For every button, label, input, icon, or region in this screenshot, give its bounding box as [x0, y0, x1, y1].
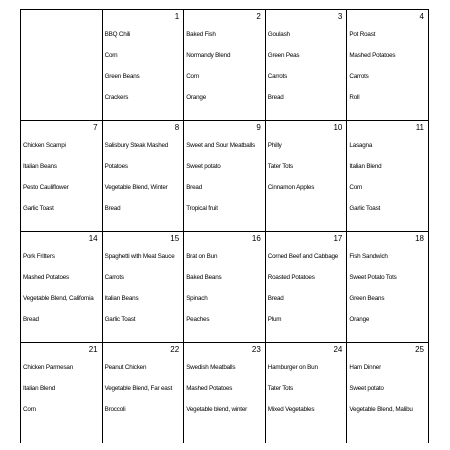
menu-item: Roll: [349, 94, 360, 101]
day-number: 1: [174, 12, 180, 21]
day-cell: [184, 343, 266, 444]
day-number: 10: [333, 123, 343, 132]
menu-item: Italian Beans: [104, 295, 139, 302]
menu-item: Green Beans: [349, 295, 385, 302]
menu-items: [266, 364, 347, 414]
menu-item: Vegetable Blend, California: [23, 295, 94, 302]
week-row: [21, 10, 429, 121]
day-cell-content: [347, 343, 428, 443]
day-cell-content: [347, 10, 428, 120]
menu-item: Plum: [267, 316, 282, 323]
menu-item: Sweet Potato Tots: [349, 274, 397, 281]
menu-item: Orange: [186, 94, 206, 101]
menu-item: Italian Beans: [23, 163, 57, 170]
menu-item: Ham Dinner: [349, 364, 381, 371]
menu-items: [103, 31, 184, 102]
menu-item: Brat on Bun: [186, 253, 218, 260]
menu-item: Mixed Vegetables: [267, 406, 315, 413]
menu-item: Chicken Scampi: [23, 142, 66, 149]
menu-item: Swedish Meatballs: [186, 364, 236, 371]
day-number: 23: [251, 345, 261, 354]
day-cell: [102, 121, 184, 232]
day-number: 4: [419, 12, 424, 21]
day-cell-content: [184, 121, 265, 231]
menu-items: [103, 142, 184, 213]
day-cell-content: [184, 343, 265, 443]
day-cell: [21, 343, 103, 444]
menu-item: Garlic Toast: [349, 205, 381, 212]
menu-item: Garlic Toast: [23, 205, 54, 212]
menu-item: Green Beans: [104, 73, 140, 80]
day-cell-content: [266, 121, 347, 231]
day-cell-content: [21, 10, 102, 120]
day-number: 7: [93, 123, 98, 132]
day-number: 9: [256, 123, 261, 132]
menu-item: Corn: [186, 73, 200, 80]
day-number: 25: [415, 345, 424, 354]
menu-item: Chicken Parmesan: [23, 364, 73, 371]
menu-item: Lasagna: [349, 142, 373, 149]
day-number: 16: [251, 234, 261, 243]
day-cell: [184, 121, 266, 232]
day-cell: [184, 232, 266, 343]
menu-items: [21, 364, 102, 414]
day-number: 3: [337, 12, 343, 21]
day-cell: [265, 343, 347, 444]
day-number: 18: [415, 234, 424, 243]
menu-item: Mashed Potatoes: [349, 52, 396, 59]
day-cell: [265, 10, 347, 121]
menu-item: Sweet potato: [186, 163, 221, 170]
day-number: 15: [170, 234, 180, 243]
menu-item: Garlic Toast: [104, 316, 136, 323]
day-cell-content: [266, 10, 347, 120]
menu-item: Baked Beans: [186, 274, 222, 281]
menu-item: Pesto Cauliflower: [23, 184, 69, 191]
menu-item: Cinnamon Apples: [267, 184, 315, 191]
menu-item: Tater Tots: [267, 163, 293, 170]
day-number: 14: [88, 234, 98, 243]
menu-item: Italian Blend: [23, 385, 56, 392]
menu-item: Mashed Potatoes: [186, 385, 233, 392]
menu-item: Bread: [104, 205, 121, 212]
day-cell: [102, 10, 184, 121]
menu-item: Bread: [23, 316, 39, 323]
day-number: 24: [333, 345, 343, 354]
day-cell-content: [266, 232, 347, 342]
menu-item: Pot Roast: [349, 31, 376, 38]
menu-item: BBQ Chili: [104, 31, 131, 38]
menu-item: [268, 205, 347, 213]
day-cell: [21, 232, 103, 343]
menu-items: [347, 364, 428, 414]
day-cell: [21, 121, 103, 232]
menu-item: Bread: [186, 184, 202, 191]
day-cell: [102, 232, 184, 343]
menu-item: Broccoli: [104, 406, 126, 413]
menu-items: [266, 253, 347, 324]
day-cell-content: [347, 121, 428, 231]
menu-item: Corn: [349, 184, 363, 191]
menu-items: [347, 253, 428, 324]
menu-item: Corn: [104, 52, 118, 59]
day-number: 8: [174, 123, 180, 132]
day-number: 21: [88, 345, 98, 354]
menu-items: [21, 142, 102, 213]
menu-item: Carrots: [349, 73, 369, 80]
menu-item: Pork Fritters: [23, 253, 55, 260]
menu-item: Bread: [267, 94, 284, 101]
day-cell: [347, 343, 429, 444]
day-cell: [102, 343, 184, 444]
day-cell-content: [103, 343, 184, 443]
menu-items: [21, 253, 102, 324]
menu-item: Peanut Chicken: [104, 364, 147, 371]
menu-item: Bread: [267, 295, 284, 302]
day-cell-content: [103, 10, 184, 120]
day-cell-content: [103, 232, 184, 342]
menu-item: Orange: [349, 316, 370, 323]
menu-item: Vegetable Blend, Far east: [104, 385, 173, 392]
day-cell: [265, 121, 347, 232]
day-cell-content: [266, 343, 347, 443]
menu-item: Carrots: [267, 73, 288, 80]
day-cell-content: [21, 343, 102, 443]
day-number: 17: [333, 234, 343, 243]
day-number: 2: [256, 12, 261, 21]
week-row: [21, 121, 429, 232]
menu-item: Sweet and Sour Meatballs: [186, 142, 255, 149]
menu-item: Green Peas: [267, 52, 300, 59]
menu-item: Crackers: [104, 94, 129, 101]
menu-item: Salisbury Steak Mashed: [104, 142, 169, 149]
menu-items: [347, 31, 428, 102]
menu-item: Philly: [267, 142, 282, 149]
day-cell-content: [184, 232, 265, 342]
day-cell: [347, 121, 429, 232]
menu-items: [103, 364, 184, 414]
menu-item: Roasted Potatoes: [267, 274, 315, 281]
menu-items: [184, 364, 265, 414]
menu-item: Tater Tots: [267, 385, 293, 392]
menu-item: Vegetable Blend, Winter: [104, 184, 168, 191]
menu-item: Mashed Potatoes: [23, 274, 70, 281]
day-number: 22: [170, 345, 180, 354]
menu-calendar: [20, 9, 429, 443]
menu-item: Peaches: [186, 316, 210, 323]
menu-item: Vegetable Blend, Malibu: [349, 406, 413, 413]
menu-item: Normandy Blend: [186, 52, 231, 59]
menu-item: Corned Beef and Cabbage: [267, 253, 339, 260]
day-cell: [347, 232, 429, 343]
menu-item: Fish Sandwich: [349, 253, 388, 260]
menu-items: [266, 142, 347, 213]
day-cell: [265, 232, 347, 343]
menu-item: Goulash: [267, 31, 290, 38]
menu-items: [184, 31, 265, 102]
week-row: [21, 343, 429, 444]
menu-items: [184, 142, 265, 213]
menu-item: Hamburger on Bun: [267, 364, 318, 371]
menu-items: [184, 253, 265, 324]
day-cell: [184, 10, 266, 121]
menu-item: Tropical fruit: [186, 205, 218, 212]
day-cell-content: [21, 232, 102, 342]
menu-item: Italian Blend: [349, 163, 382, 170]
menu-item: Corn: [23, 406, 36, 413]
menu-item: Vegetable blend, winter: [186, 406, 248, 413]
day-number: [21, 10, 102, 12]
menu-item: Spaghetti with Meat Sauce: [104, 253, 175, 260]
calendar-body: [21, 10, 429, 444]
menu-item: Potatoes: [104, 163, 128, 170]
day-cell: [21, 10, 103, 121]
week-row: [21, 232, 429, 343]
menu-item: Carrots: [104, 274, 124, 281]
menu-item: Baked Fish: [186, 31, 216, 38]
menu-item: Spinach: [186, 295, 208, 302]
day-cell-content: [103, 121, 184, 231]
day-cell-content: [347, 232, 428, 342]
menu-items: [347, 142, 428, 213]
menu-item: Sweet potato: [349, 385, 384, 392]
day-cell: [347, 10, 429, 121]
menu-items: [266, 31, 347, 102]
day-cell-content: [21, 121, 102, 231]
day-cell-content: [184, 10, 265, 120]
day-number: 11: [415, 123, 424, 132]
menu-items: [103, 253, 184, 324]
